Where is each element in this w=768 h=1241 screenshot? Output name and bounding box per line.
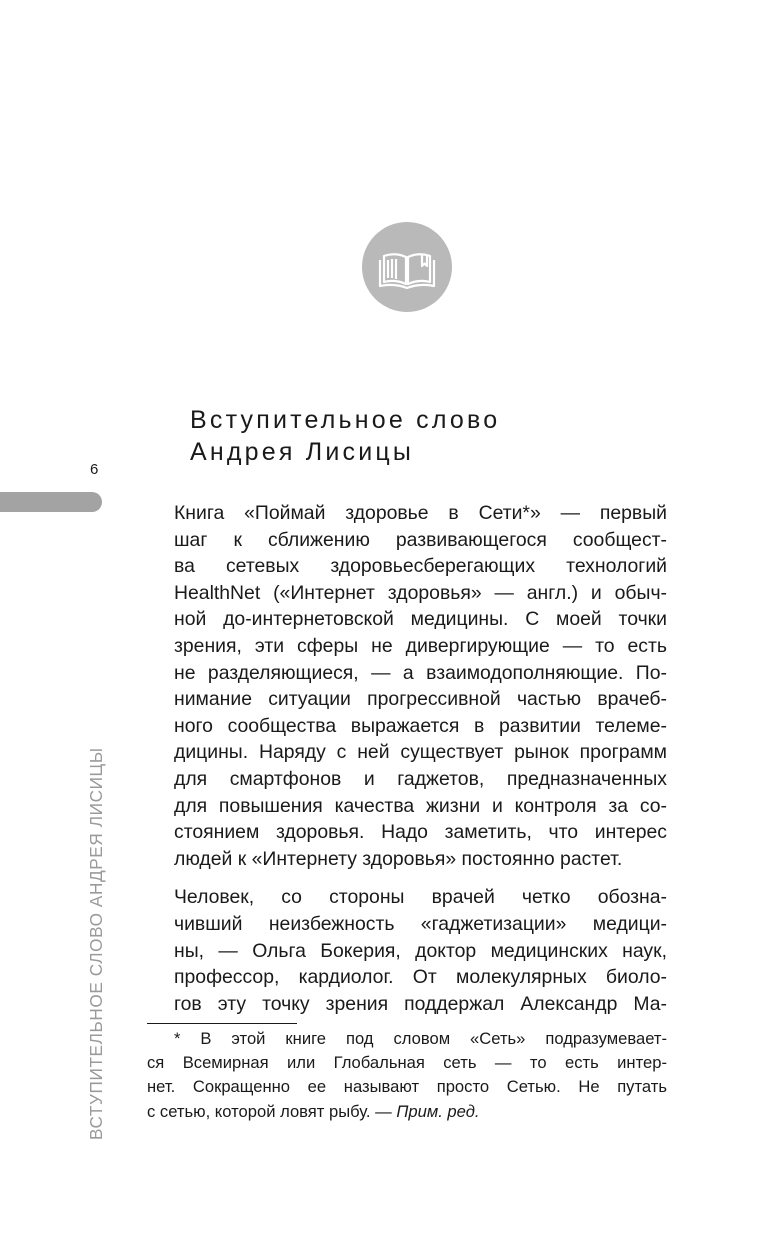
open-book-icon (362, 222, 452, 312)
text-line: стоянием здоровья. Надо заметить, что интерес (174, 821, 667, 844)
chapter-title (190, 404, 500, 468)
page-tab-marker (0, 492, 102, 512)
text-line: чивший неизбежность «гаджетизации» медици- (174, 912, 667, 935)
text-line: гов эту точку зрения поддержал Александр Ма- (174, 992, 667, 1015)
text-line: HealthNet («Интернет здоровья» — англ.) и обыч- (174, 581, 667, 604)
text-line: ного сообщества выражается в развитии телеме- (174, 714, 667, 737)
footnote-divider (147, 1023, 297, 1024)
footnote-line (147, 1100, 667, 1124)
text-line: нимание ситуации прогрессивной частью врачеб- (174, 688, 667, 711)
paragraph-2 (147, 884, 667, 1017)
footnote (147, 1027, 667, 1124)
text-line: шаг к сближению развивающегося сообщест- (174, 528, 667, 551)
chapter-title-line-2: Андрея Лисицы (190, 438, 415, 466)
footnote-line-text: * В этой книге под словом «Сеть» подразумевает- (174, 1029, 667, 1048)
editor-note: Прим. ред. (396, 1101, 480, 1121)
text-line: ны, — Ольга Бокерия, доктор медицинских наук, (174, 939, 667, 962)
chapter-title-line-1: Вступительное слово (190, 406, 501, 434)
footnote-line: нет. Сокращенно ее называют просто Сетью. Не путать (147, 1077, 667, 1097)
page-number: 6 (90, 461, 99, 478)
text-line: не разделяющиеся, — а взаимодополняющие. По- (174, 661, 667, 684)
text-line: профессор, кардиолог. От молекулярных биоло- (174, 966, 667, 989)
paragraph-1 (147, 500, 667, 872)
body-text (147, 500, 667, 1029)
text-line: Человек, со стороны врачей четко обозна- (174, 886, 667, 909)
text-line: ва сетевых здоровьесберегающих технологий (174, 555, 667, 578)
text-line: для смартфонов и гаджетов, предназначенных (174, 767, 667, 790)
text-line: дицины. Наряду с ней существует рынок программ (174, 741, 667, 764)
footnote-line (147, 1027, 667, 1051)
text-line: людей к «Интернету здоровья» постоянно растет. (174, 847, 623, 870)
text-line: ной до-интернетовской медицины. С моей точки (174, 608, 667, 631)
text-line: для повышения качества жизни и контроля за со- (174, 794, 667, 817)
running-head: ВСТУПИТЕЛЬНОЕ СЛОВО АНДРЕЯ ЛИСИЦЫ (86, 747, 106, 1140)
text-line: Книга «Поймай здоровье в Сети*» — первый (174, 502, 667, 524)
footnote-line-text: с сетью, которой ловят рыбу. — (147, 1101, 397, 1121)
footnote-line: ся Всемирная или Глобальная сеть — то есть интер- (147, 1053, 667, 1073)
text-line: зрения, эти сферы не дивергирующие — то есть (174, 634, 667, 657)
